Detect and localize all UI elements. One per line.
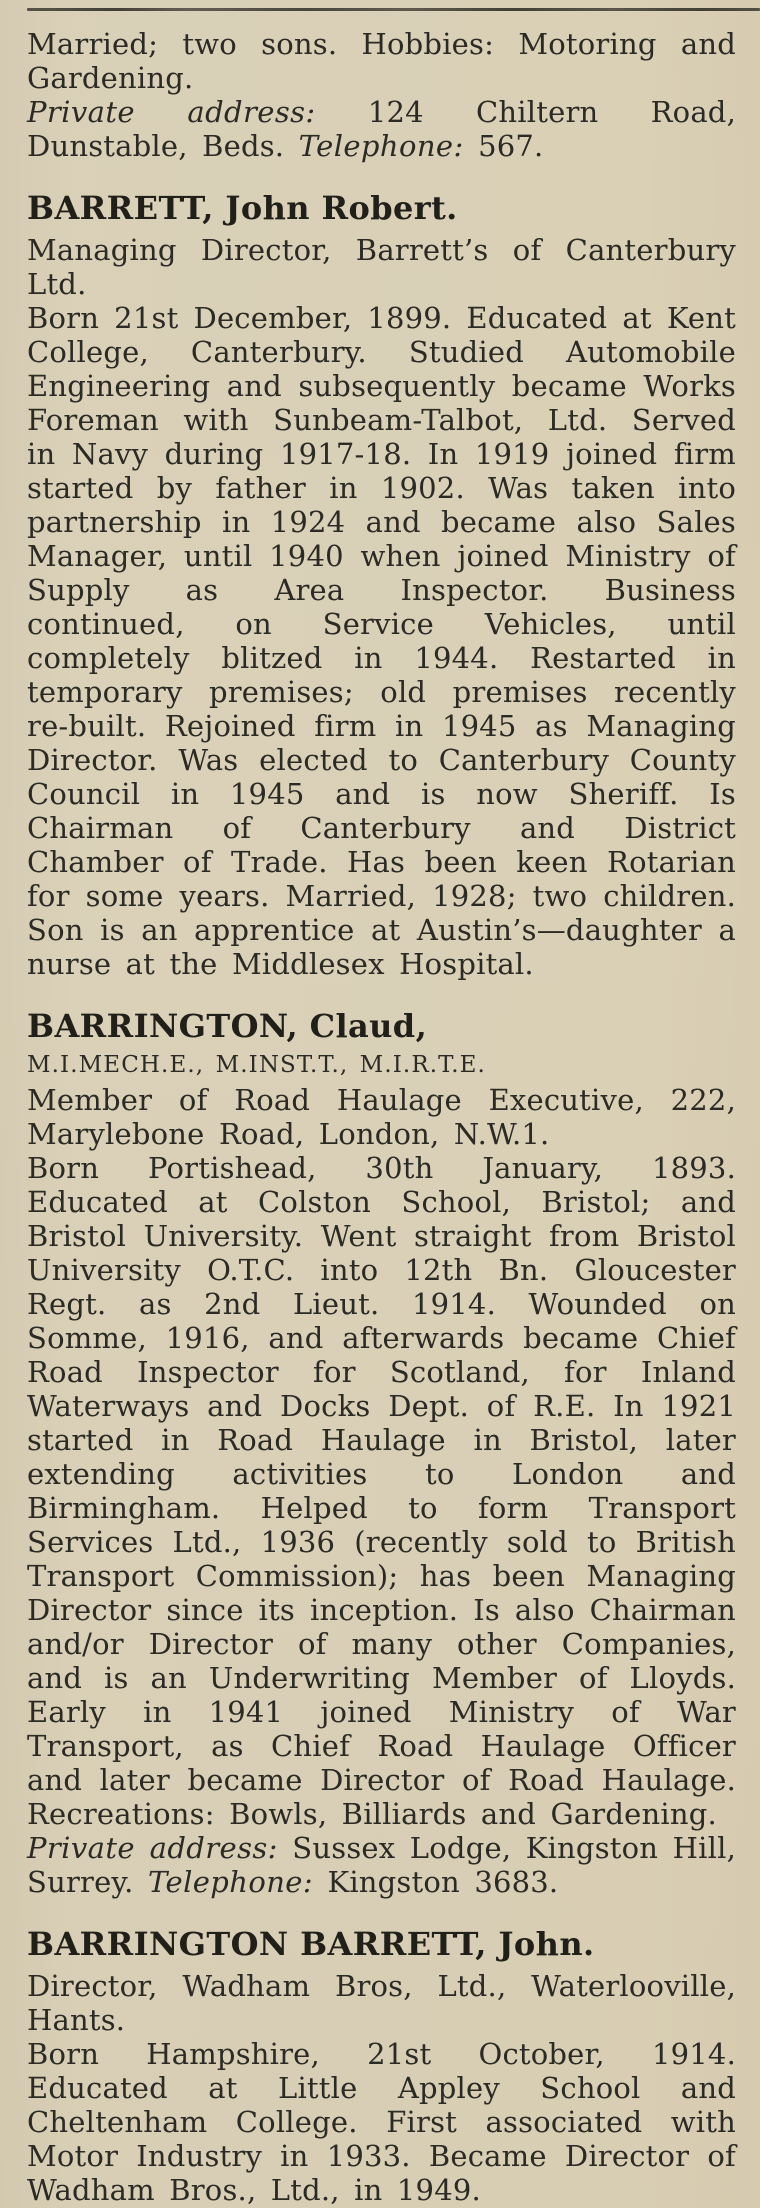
entry-position: Director, Wadham Bros, Ltd., Waterlooville, Hants. [27,1969,736,2037]
private-address-value: 124 Chiltern Road, Dunstable, Beds. [27,95,736,163]
bio-text: Married; two sons. Hobbies: Motoring and Gardening. [27,27,736,95]
page-top-rule [27,8,760,11]
entry-bio: Born Portishead, 30th January, 1893. Educated at Colston School, Bristol; and Bristol University. Went straight from Bristol University O.T.C. into 12th Bn. Gloucester Regt. as 2nd Lieut. 1914. Wounded on Somme, 1916, and afterwards became Chief Road Inspector for Scotland, for Inland Waterways and Docks Dept. of R.E. In 1921 started in Road Haulage in Bristol, later extending activities to London and Birmingham. Helped to form Transport Services Ltd., 1936 (recently sold to British Transport Commission); has been Managing Director since its inception. Is also Chairman and/or Director of many other Companies, and is an Underwriting Member of Lloyds. Early in 1941 joined Ministry of War Transport, as Chief Road Haulage Officer and later became Director of Road Haulage. Recreations: Bowls, Billiards and Gardening. [27,1151,736,1831]
entry-bio: Born Hampshire, 21st October, 1914. Educated at Little Appley School and Cheltenham College. First associated with Motor Industry in 1933. Became Director of Wadham Bros., Ltd., in 1949. [27,2037,736,2207]
entry-continuation [27,27,736,163]
entry-barrington-claud [27,1008,736,1899]
telephone-label: Telephone: [148,1865,314,1899]
entry-name: BARRETT, John Robert. [27,189,458,227]
telephone-value: 567. [478,129,544,163]
entry-bio: Born 21st December, 1899. Educated at Kent College, Canterbury. Studied Automobile Engineering and subsequently became Works Foreman with Sunbeam-Talbot, Ltd. Served in Navy during 1917-18. In 1919 joined firm started by father in 1902. Was taken into partnership in 1924 and became also Sales Manager, until 1940 when joined Ministry of Supply as Area Inspector. Business continued, on Service Vehicles, until completely blitzed in 1944. Restarted in temporary premises; old premises recently re-built. Rejoined firm in 1945 as Managing Director. Was elected to Canterbury County Council in 1945 and is now Sheriff. Is Chairman of Canterbury and District Chamber of Trade. Has been keen Rotarian for some years. Married, 1928; two children. Son is an apprentice at Austin’s—daughter a nurse at the Middlesex Hospital. [27,301,736,981]
private-address-line [27,95,736,163]
telephone-value: Kingston 3683. [327,1865,559,1899]
entry-name: BARRINGTON BARRETT, John. [27,1925,595,1963]
entry-barrington-barrett-john [27,1926,736,2207]
private-address-value: Sussex Lodge, Kingston Hill, Surrey. [27,1831,736,1899]
entry-barrett-john-robert [27,190,736,981]
private-address-label: Private address: [27,95,316,129]
private-address-label: Private address: [27,1831,278,1865]
entry-position: Member of Road Haulage Executive, 222, Marylebone Road, London, N.W.1. [27,1083,736,1151]
entry-qualifications: M.I.MECH.E., M.INST.T., M.I.R.T.E. [27,1052,486,1078]
entry-name: BARRINGTON, Claud, [27,1007,428,1045]
private-address-line [27,1831,736,1899]
entry-position: Managing Director, Barrett’s of Canterbury Ltd. [27,233,736,301]
telephone-label: Telephone: [298,129,464,163]
